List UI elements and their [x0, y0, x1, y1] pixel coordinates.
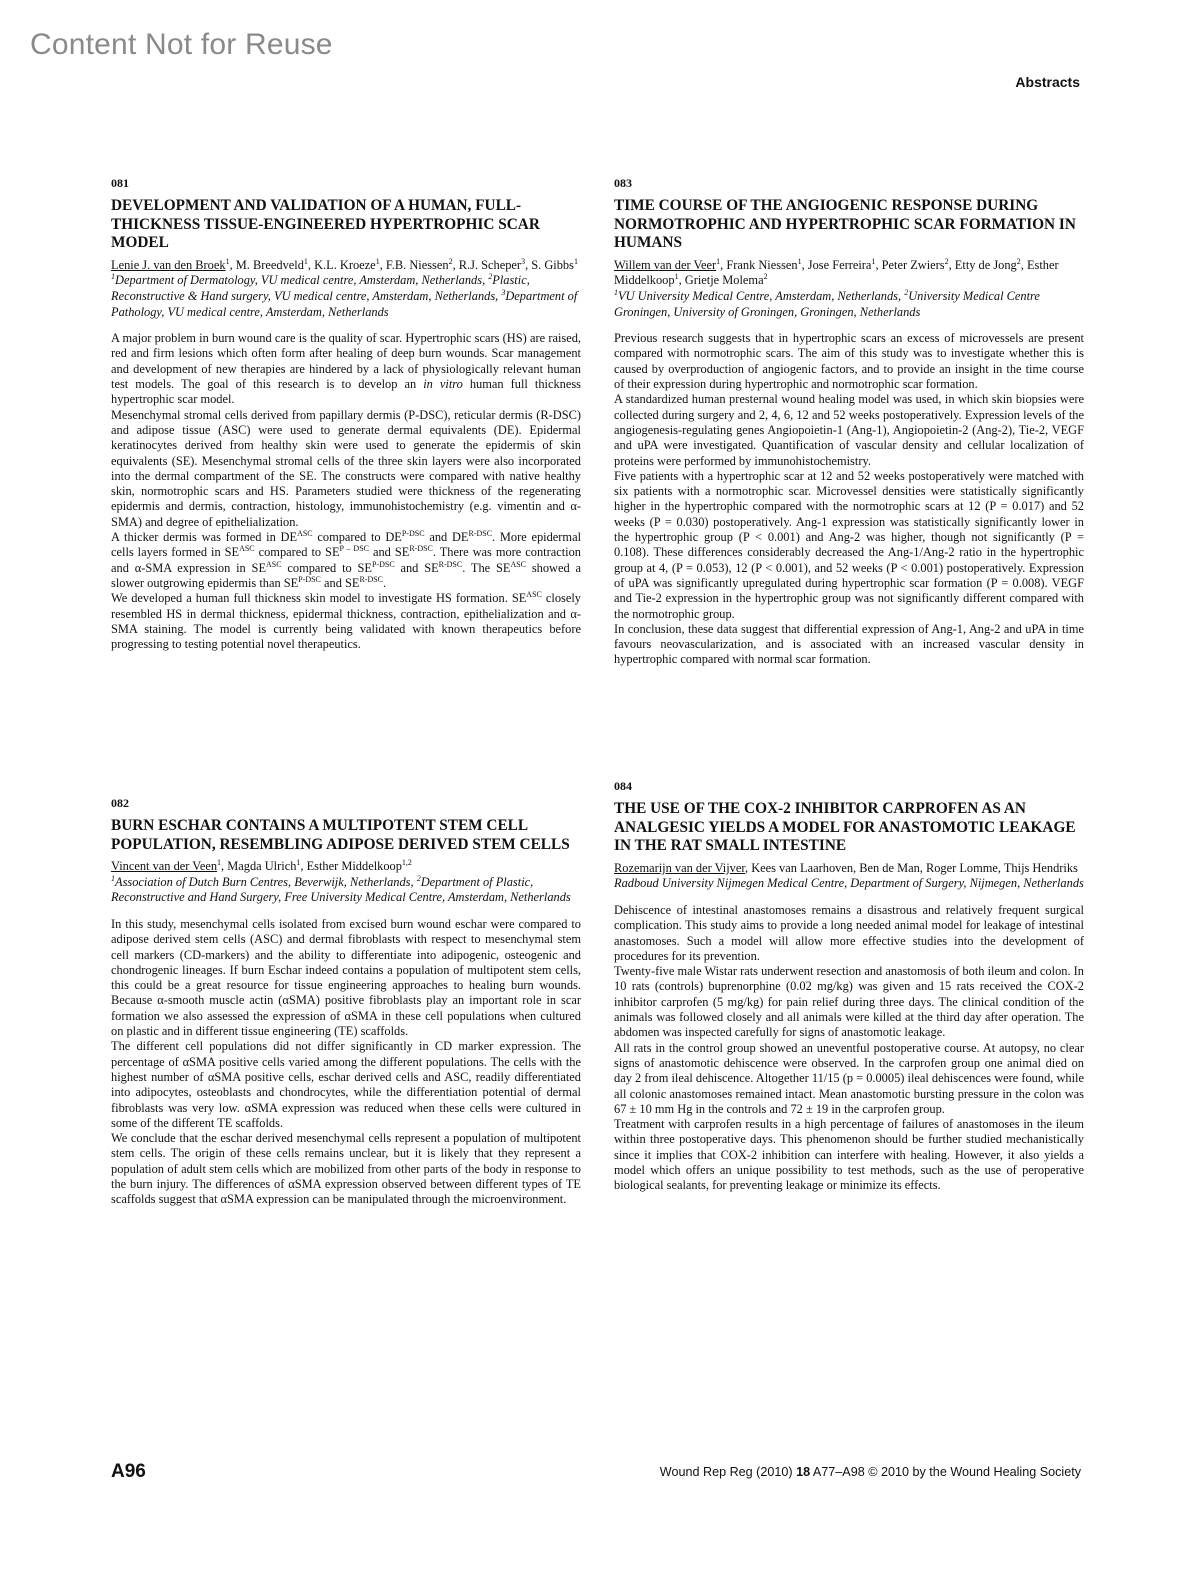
abstract-affiliations: $^1$Association of Dutch Burn Centres, Beverwijk, Netherlands, $^2$Department of Plastic, Reconstructive and Hand Surgery, Free University Medical Centre, Amsterdam, Netherlands [111, 873, 571, 905]
abstract-paragraph: Dehiscence of intestinal anastomoses remains a disastrous and relatively frequent surgical complication. This study aims to provide a long needed animal model for leakage of intestinal anastomoses. Such a model will allow more effective studies into the development of procedures for its prevention. [614, 902, 1084, 963]
abstract-084 [614, 779, 1084, 1194]
abstract-authors: Lenie J. van den Broek$^1$, M. Breedveld$^1$, K.L. Kroeze$^1$, F.B. Niessen$^2$, R.J. Scheper$^3$, S. Gibbs$^1$ [111, 256, 578, 272]
abstract-body [614, 903, 1084, 1194]
abstract-081 [111, 176, 581, 652]
abstract-paragraph: The different cell populations did not differ significantly in CD marker expression. The percentage of αSMA positive cells varied among the different populations. The cells with the highest number of αSMA positive cells, eschar derived cells and ASC, readily differentiated into adipocytes, osteoblasts and chondrocytes, while the differentiation potential of dermal fibroblasts was very low. αSMA expression was reduced when these cells were cultured in some of the different TE scaffolds. [111, 1039, 581, 1130]
running-head: Abstracts [1015, 74, 1080, 90]
abstract-number: 082 [111, 796, 129, 810]
abstract-number: 083 [614, 176, 632, 190]
abstract-body [614, 331, 1084, 668]
abstract-title: THE USE OF THE COX-2 INHIBITOR CARPROFEN AS AN ANALGESIC YIELDS A MODEL FOR ANASTOMOTIC LEAKAGE IN THE RAT SMALL INTESTINE [614, 800, 1076, 855]
abstract-title: DEVELOPMENT AND VALIDATION OF A HUMAN, FULL-THICKNESS TISSUE-ENGINEERED HYPERTROPHIC SCAR MODEL [111, 197, 540, 252]
abstract-paragraph: A standardized human presternal wound healing model was used, in which skin biopsies were collected during surgery and 2, 4, 6, 12 and 52 weeks postoperatively. Expression levels of the angiogenesis-regulating genes Angiopoietin-1 (Ang-1), Angiopoietin-2 (Ang-2), Tie-2, VEGF and uPA were investigated. Quantification of vascular density and cellular localization of proteins were performed by immunohistochemistry. [614, 392, 1084, 468]
abstract-paragraph: All rats in the control group showed an uneventful postoperative course. At autopsy, no clear signs of anastomotic dehiscence were observed. In the carprofen group one animal died on day 2 from ileal dehiscence. Altogether 11/15 (p = 0.0005) ileal dehiscences were found, while all colonic anastomoses remained intact. Mean anastomotic bursting pressure in the colon was 67 ± 10 mm Hg in the controls and 72 ± 19 in the carprofen group. [614, 1040, 1084, 1116]
abstract-body [111, 331, 581, 652]
abstract-affiliations: Radboud University Nijmegen Medical Centre, Department of Surgery, Nijmegen, Netherlands [614, 876, 1084, 891]
abstract-authors: Vincent van der Veen$^1$, Magda Ulrich$^1$, Esther Middelkoop$^{1,2}$ [111, 858, 412, 874]
abstract-083 [614, 176, 1084, 668]
abstract-title: BURN ESCHAR CONTAINS A MULTIPOTENT STEM CELL POPULATION, RESEMBLING ADIPOSE DERIVED STEM CELLS [111, 817, 570, 853]
abstract-title: TIME COURSE OF THE ANGIOGENIC RESPONSE DURING NORMOTROPHIC AND HYPERTROPHIC SCAR FORMATION IN HUMANS [614, 197, 1076, 252]
abstract-paragraph: In conclusion, these data suggest that differential expression of Ang-1, Ang-2 and uPA in time favours neovascularization, and is associated with an increased vascular density in hypertrophic compared with normal scar formation. [614, 621, 1084, 667]
abstract-number: 084 [614, 779, 632, 793]
abstract-number: 081 [111, 176, 129, 190]
abstract-paragraph: Five patients with a hypertrophic scar at 12 and 52 weeks postoperatively were matched with six patients with a normotrophic scar. Microvessel densities were statistically significantly higher in the hypertrophic compared with the normotrophic scars at 12 (P = 0.017) and 52 weeks (P = 0.030) postoperatively. Ang-1 expression was statistically significantly lower in the hypertrophic group (P < 0.001) and Ang-2 was higher, though not significantly (P = 0.108). These differences considerably decreased the Ang-1/Ang-2 ratio in the hypertrophic group at 4, (P = 0.053), 12 (P < 0.001), and 52 weeks (P < 0.001) postoperatively. Expression of uPA was significantly upregulated during hypertrophic scar formation (P = 0.008). VEGF and Tie-2 expression in the hypertrophic group was not significantly different compared with the normotrophic group. [614, 468, 1084, 621]
abstract-paragraph: We developed a human full thickness skin model to investigate HS formation. $SE^{ASC}$ closely resembled HS in dermal thickness, epidermal thickness, contraction, epithelialization and α-SMA staining. The model is currently being validated with known therapeutics before progressing to testing potential novel therapeutics. [111, 590, 581, 652]
abstract-paragraph: Mesenchymal stromal cells derived from papillary dermis (P-DSC), reticular dermis (R-DSC) and adipose tissue (ASC) were used to generate dermal equivalents (DE). Epidermal keratinocytes derived from healthy skin were used to generate the epidermis of skin equivalents (SE). Mesenchymal stromal cells of the three skin layers were also incorporated into the dermal compartment of the SE. The constructs were compared with native healthy skin, normotrophic scars and HS. Parameters studied were thickness of the regenerating epidermis and dermis, contraction, histology, immunohistochemistry (e.g. vimentin and α-SMA) and degree of epithelialization. [111, 407, 581, 529]
abstract-affiliations: $^1$Department of Dermatology, VU medical centre, Amsterdam, Netherlands, $^2$Plastic, Reconstructive & Hand surgery, VU medical centre, Amsterdam, Netherlands, $^3$Department of Pathology, VU medical centre, Amsterdam, Netherlands [111, 272, 578, 319]
page-number: A96 [111, 1461, 146, 1482]
abstract-paragraph: A major problem in burn wound care is the quality of scar. Hypertrophic scars (HS) are raised, red and firm lesions which often form after healing of deep burn wounds. Scar management and development of new therapies are hindered by a lack of physiologically relevant human test models. The goal of this research is to develop an in vitro human full thickness hypertrophic scar model. [111, 331, 581, 407]
abstract-paragraph: We conclude that the eschar derived mesenchymal cells represent a population of multipotent stem cells. The origin of these cells remains unclear, but it is likely that they represent a population of adult stem cells which are mobilized from other parts of the body in response to the burn injury. The differences of αSMA expression observed between different types of TE scaffolds suggest that αSMA expression can be manipulated through the microenvironment. [111, 1131, 581, 1207]
abstract-paragraph: Previous research suggests that in hypertrophic scars an excess of microvessels are present compared with normotrophic scars. The aim of this study was to investigate whether this is caused by overproduction of angiogenic factors, and to provide an insight in the time course of their expression during hypertrophic and normotrophic scar formation. [614, 331, 1084, 392]
watermark: Content Not for Reuse [30, 28, 333, 61]
abstract-paragraph: Twenty-five male Wistar rats underwent resection and anastomosis of both ileum and colon. In 10 rats (controls) buprenorphine (0.02 mg/kg) was given and 15 rats received the COX-2 inhibitor carprofen (5 mg/kg) for pain relief during three days. The clinical condition of the animals was followed closely and all animals were killed at the third day after operation. The abdomen was inspected carefully for signs of anastomotic leakage. [614, 964, 1084, 1040]
abstract-paragraph: In this study, mesenchymal cells isolated from excised burn wound eschar were compared to adipose derived stem cells (ASC) and dermal fibroblasts with respect to mesenchymal stem cell markers (CD-markers) and the ability to differentiate into adipogenic, osteogenic and chondrogenic lineages. If burn Eschar indeed contains a population of multipotent stem cells, this could be a great resource for tissue engineering approaches to healing burn wounds. Because α-smooth muscle actin (αSMA) positive fibroblasts play an important role in scar formation we also assessed the expression of αSMA in these cell populations when cultured on plastic and in different tissue engineering (TE) scaffolds. [111, 916, 581, 1039]
abstract-affiliations: $^1$VU University Medical Centre, Amsterdam, Netherlands, $^2$University Medical Centre Groningen, University of Groningen, Groningen, Netherlands [614, 287, 1040, 319]
abstract-paragraph: Treatment with carprofen results in a high percentage of failures of anastomoses in the ileum within three postoperative days. This phenomenon should be further studied mechanistically since it implies that COX-2 inhibition can interfere with healing. However, it also yields a model which offers an unique possibility to test methods, such as the use of peroperative biological sealants, for preventing leakage or minimize its effects. [614, 1117, 1084, 1193]
abstract-082 [111, 796, 581, 1208]
abstract-authors: Willem van der Veer$^1$, Frank Niessen$^1$, Jose Ferreira$^1$, Peter Zwiers$^2$, Etty de Jong$^2$, Esther Middelkoop$^1$, Grietje Molema$^2$ [614, 256, 1059, 288]
journal-citation: Wound Rep Reg (2010) 18 A77–A98 © 2010 by the Wound Healing Society [659, 1465, 1081, 1479]
abstract-authors: Rozemarijn van der Vijver, Kees van Laarhoven, Ben de Man, Roger Lomme, Thijs Hendriks [614, 860, 1078, 875]
abstract-paragraph: A thicker dermis was formed in $DE^{ASC}$ compared to $DE^{P-DSC}$ and $DE^{R-DSC}$. More epidermal cells layers formed in $SE^{ASC}$ compared to $SE^{P - DSC}$ and $SE^{R-DSC}$. There was more contraction and α-SMA expression in $SE^{ASC}$ compared to $SE^{P-DSC}$ and $SE^{R-DSC}$. The $SE^{ASC}$ showed a slower outgrowing epidermis than $SE^{P-DSC}$ and $SE^{R-DSC}$. [111, 528, 582, 590]
abstract-body [111, 917, 581, 1208]
